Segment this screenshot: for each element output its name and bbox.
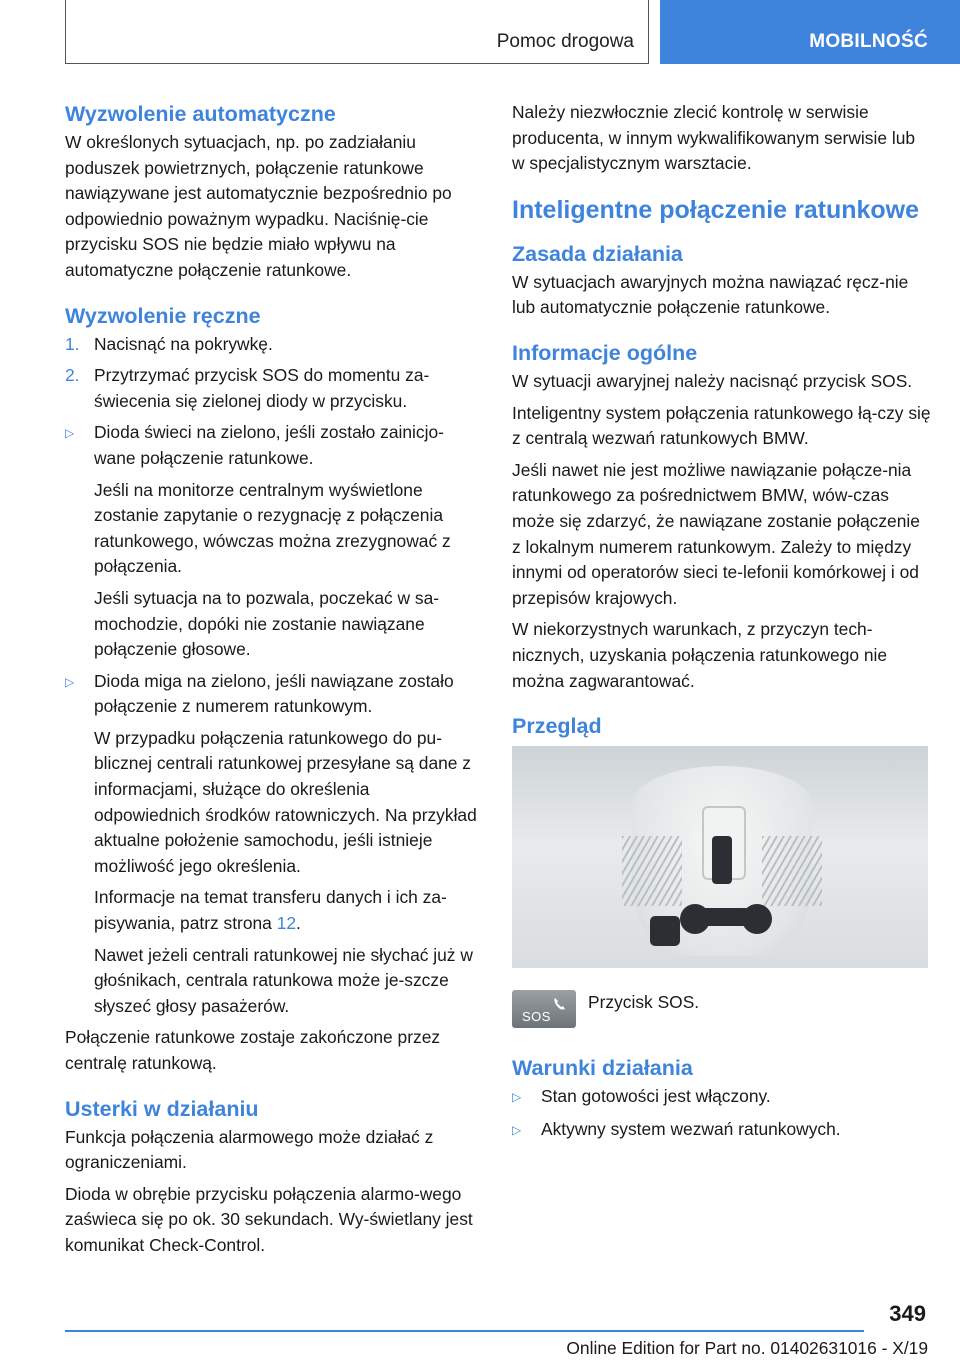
bullet-paragraph: W przypadku połączenia ratunkowego do pu‐blicznej centrali ratunkowej przesyłane są dane z informacjami, służące do określenia odpowiednich środków ratowniczych. Na przykład aktualne położenie samochodu, jeśli istnieje możliwość jego określenia. [94,727,477,876]
bullet-text: Dioda miga na zielono, jeśli nawiązane zostało połączenie z numerem ratunkowym. [94,670,454,717]
heading-principle: Zasada działania [512,241,683,266]
step-number: 2. [65,365,80,386]
list-item [65,363,480,414]
list-item [65,420,480,471]
condition-text: Stan gotowości jest włączony. [541,1086,771,1107]
heading-manual-trigger: Wyzwolenie ręczne [65,303,261,328]
heading-overview: Przegląd [512,714,602,739]
list-item [65,332,480,358]
legend-sos [512,990,932,1028]
button-stack [712,836,732,884]
paragraph-faults-1: Funkcja połączenia alarmowego może działać z ograniczeniami. [65,1126,434,1173]
header-section-title: Pomoc drogowa [496,31,634,52]
right-column [512,100,932,1149]
header-frame [65,0,649,64]
bullet-paragraph: Jeśli sytuacja na to pozwala, poczekać w sa‐mochodzie, dopóki nie zostanie nawiązane połączenie głosowe. [94,587,440,660]
page-number: 349 [889,1301,926,1326]
heading-intelligent-emergency-call: Inteligentne połączenie ratunkowe [512,195,920,224]
paragraph-faults-2: Dioda w obrębie przycisku połączenia alarmo‐wego zaświeca się po ok. 30 sekundach. Wy‐świetlany jest komunikat Check-Control. [65,1183,473,1255]
sos-label: SOS [522,1009,551,1025]
text: Informacje na temat transferu danych i ich za‐pisywania, patrz strona [94,887,447,934]
header-chapter-tab: MOBILNOŚĆ [660,0,960,64]
bullet-paragraph-data-transfer [65,885,480,936]
footer-divider [65,1330,864,1332]
footer-edition: Online Edition for Part no. 01402631016 - X/19 [566,1338,928,1358]
step-text: Przytrzymać przycisk SOS do momentu za‐świecenia się zielonej diody w przycisku. [94,365,430,411]
text: . [296,913,301,934]
paragraph-automatic-trigger: W określonych sytuacjach, np. po zadziałaniu poduszek powietrznych, połączenie ratunkowe nawiązywane jest automatycznie bezpośrednio po odpowiednio poważnym wypadku. Naciśnię‐cie przycisku SOS nie będzie miało wpływu na automatyczne połączenie ratunkowe. [65,132,452,280]
heading-general-info: Informacje ogólne [512,340,698,365]
triangle-right-icon: ▷ [512,1122,522,1137]
speaker-grill [762,836,822,906]
speaker-grill [622,836,682,906]
paragraph-service: Należy niezwłocznie zlecić kontrolę w serwisie producenta, w innym wykwalifikowanym serwisie lub w specjalistycznym warsztacie. [512,102,916,174]
paragraph-general-4: W niekorzystnych warunkach, z przyczyn tech‐nicznych, uzyskania połączenia ratunkowego nie można zagwarantować. [512,619,888,691]
left-column [65,100,480,1265]
list-item [512,1117,932,1144]
step-text: Nacisnąć na pokrywkę. [94,333,273,354]
page-reference-link[interactable]: 12 [276,913,297,934]
bullet-paragraph: Jeśli na monitorze centralnym wyświetlone zostanie zapytanie o rezygnację z połączenia ratunkowego, wówczas można zrezygnować z połączenia. [94,479,451,577]
triangle-right-icon: ▷ [512,1090,522,1105]
bullet-paragraph: Nawet jeżeli centrali ratunkowej nie słychać już w głośnikach, centrala ratunkowa może je‐szcze słyszeć głosy pasażerów. [94,944,473,1016]
step-number: 1. [65,333,80,354]
sos-button-icon [512,990,576,1028]
paragraph-general-1: W sytuacji awaryjnej należy nacisnąć przycisk SOS. [512,370,913,391]
triangle-right-icon: ▷ [65,674,75,689]
phone-handset-icon [552,996,568,1012]
button-row [690,908,750,926]
list-item [65,669,480,720]
heading-automatic-trigger: Wyzwolenie automatyczne [65,102,336,126]
paragraph-principle: W sytuacjach awaryjnych można nawiązać ręcz‐nie lub automatycznie połączenie ratunkowe. [512,271,909,318]
heading-conditions: Warunki działania [512,1056,693,1081]
sos-button-photo [650,916,680,946]
heading-faults: Usterki w działaniu [65,1096,259,1121]
legend-text: Przycisk SOS. [588,992,700,1013]
list-item [512,1084,932,1111]
condition-text: Aktywny system wezwań ratunkowych. [541,1118,841,1139]
triangle-right-icon: ▷ [65,426,75,441]
paragraph-general-2: Inteligentny system połączenia ratunkowego łą‐czy się z centralą wezwań ratunkowych BMW. [512,402,931,449]
paragraph-general-3: Jeśli nawet nie jest możliwe nawiązanie połącze‐nia ratunkowego za pośrednictwem BMW, wów‐czas może się zdarzyć, że nawiązane zostanie połączenie z lokalnym numerem ratunkowym. Zależy to między innymi od operatorów sieci te‐lefonii komórkowej i od przepisów krajowych. [512,459,920,608]
overhead-console-photo [512,746,928,968]
paragraph-call-end: Połączenie ratunkowe zostaje zakończone przez centralę ratunkową. [65,1027,441,1073]
bullet-text: Dioda świeci na zielono, jeśli zostało zainicjo‐wane połączenie ratunkowe. [94,422,444,468]
